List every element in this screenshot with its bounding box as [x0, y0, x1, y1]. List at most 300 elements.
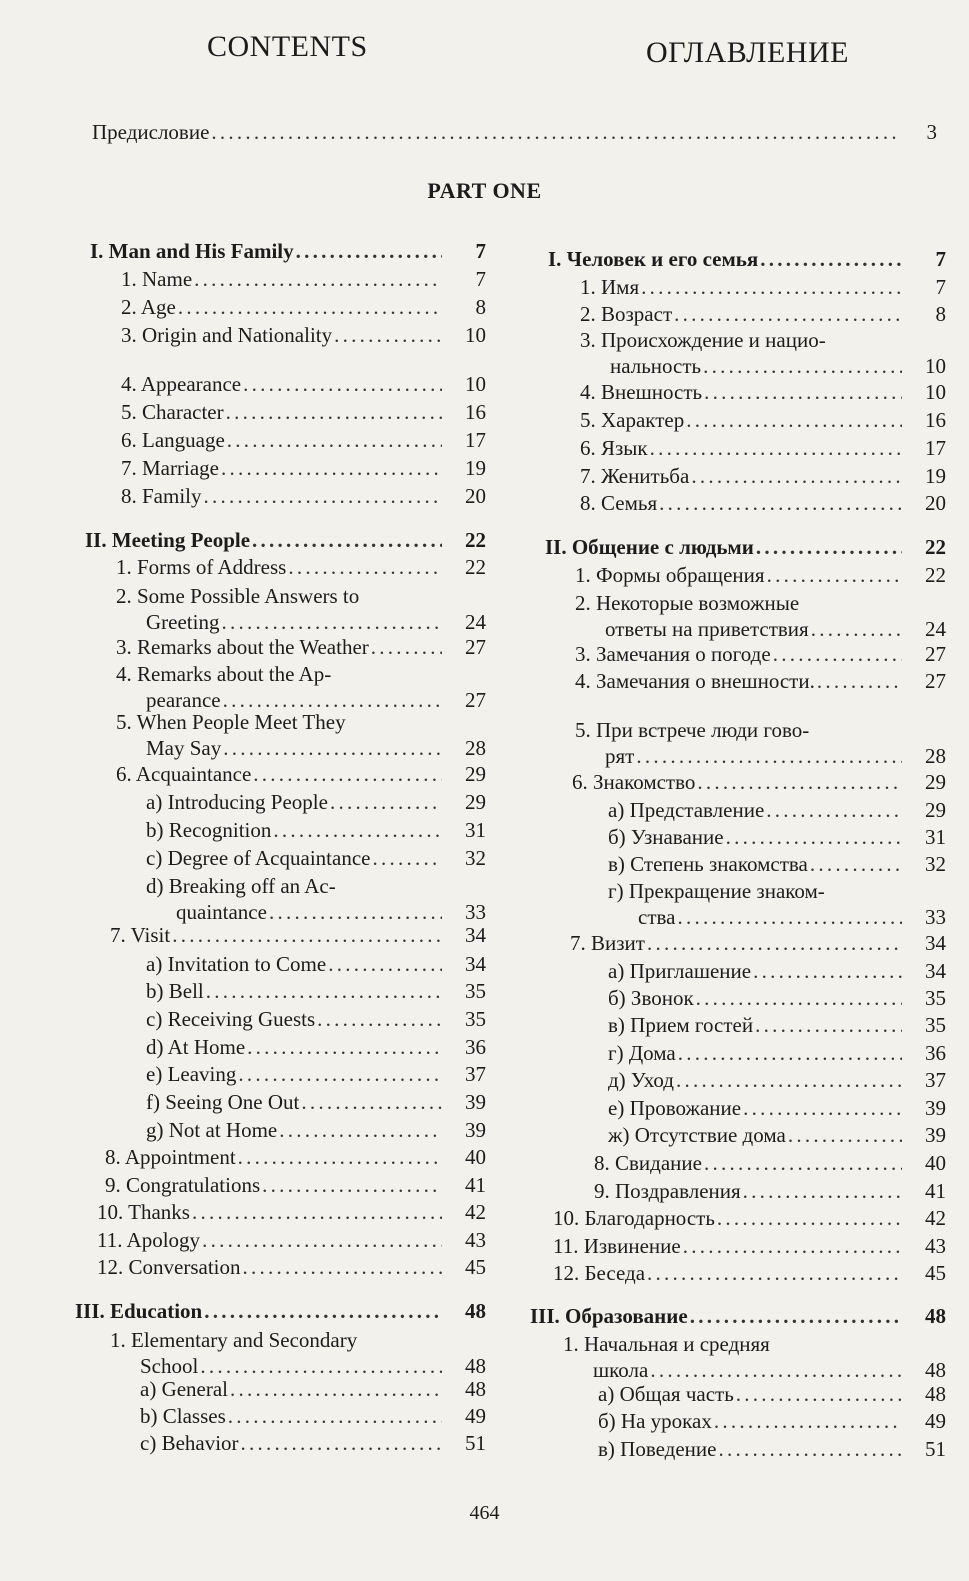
en-entry-text: 1. Forms of Address: [116, 555, 287, 579]
leader-dots: [330, 788, 442, 816]
ru-toc-entry: [580, 300, 946, 328]
ru-entry-text: 5. Характер: [580, 408, 685, 432]
ru-toc-entry: [608, 1121, 946, 1149]
en-entry-label: 4. Remarks about the Ap-: [116, 662, 332, 686]
ru-entry-page: 19: [925, 464, 946, 488]
ru-entry-text: 7. Женитьба: [580, 464, 690, 488]
en-toc-entry: [146, 1060, 486, 1088]
leader-dots: [228, 1402, 442, 1430]
en-entry-text: a) Invitation to Come: [146, 952, 327, 976]
en-entry-text: quaintance: [176, 900, 267, 924]
ru-entry-text: 8. Семья: [580, 491, 658, 515]
ru-entry-page: 10: [925, 354, 946, 378]
ru-toc-entry: [575, 561, 946, 589]
en-entry-page: 42: [465, 1200, 486, 1224]
en-entry-text: 11. Apology: [97, 1228, 201, 1252]
ru-toc-entry: [598, 1380, 946, 1408]
ru-entry-page: 39: [925, 1096, 946, 1120]
en-toc-entry: [110, 921, 486, 949]
en-entry-page: 49: [465, 1404, 486, 1428]
ru-toc-entry: [580, 378, 946, 406]
en-entry-text: d) At Home: [146, 1035, 246, 1059]
page-number: 464: [469, 1502, 500, 1524]
ru-entry-text: школа: [593, 1358, 649, 1382]
leader-dots: [253, 760, 442, 788]
en-toc-entry: [121, 293, 486, 321]
leader-dots: [328, 950, 442, 978]
en-entry-page: 20: [465, 484, 486, 508]
en-toc-entry: [116, 633, 486, 661]
ru-entry-text: 10. Благодарность: [553, 1206, 715, 1230]
preface-label: Предисловие: [92, 120, 210, 144]
en-entry-page: 43: [465, 1228, 486, 1252]
en-toc-entry: [146, 608, 486, 636]
en-toc-entry: [121, 321, 486, 349]
en-entry-text: e) Leaving: [146, 1062, 237, 1086]
en-entry-text: 6. Language: [121, 428, 225, 452]
en-entry-text: b) Recognition: [146, 818, 272, 842]
en-entry-page: 27: [465, 688, 486, 712]
leader-dots: [202, 1226, 442, 1254]
en-toc-entry: [146, 816, 486, 844]
leader-dots: [817, 667, 902, 695]
leader-dots: [230, 1375, 442, 1403]
leader-dots: [647, 929, 902, 957]
en-toc-entry: [85, 526, 486, 554]
leader-dots: [371, 633, 442, 661]
ru-entry-page: 49: [925, 1409, 946, 1433]
en-toc-entry: [146, 1033, 486, 1061]
en-entry-page: 8: [475, 295, 486, 319]
en-toc-entry: [105, 1143, 486, 1171]
en-entry-label: 5. When People Meet They: [116, 710, 346, 734]
ru-entry-page: 48: [925, 1382, 946, 1406]
ru-toc-entry: [553, 1259, 946, 1287]
ru-entry-text: 11. Извинение: [553, 1234, 681, 1258]
leader-dots: [697, 768, 902, 796]
en-entry-page: 10: [465, 372, 486, 396]
en-entry-text: 1. Name: [121, 267, 193, 291]
en-toc-entry: [121, 482, 486, 510]
en-entry-page: 48: [465, 1377, 486, 1401]
en-entry-text: May Say: [146, 736, 222, 760]
en-entry-text: c) Receiving Guests: [146, 1007, 316, 1031]
ru-toc-entry: [605, 615, 946, 643]
leader-dots: [704, 1149, 902, 1177]
ru-entry-text: 4. Внешность: [580, 380, 703, 404]
en-entry-page: 31: [465, 818, 486, 842]
ru-entry-text: 6. Знакомство: [572, 770, 696, 794]
leader-dots: [204, 482, 442, 510]
en-entry-text: a) General: [140, 1377, 229, 1401]
en-toc-entry: [121, 454, 486, 482]
leader-dots: [192, 1198, 442, 1226]
leader-dots: [301, 1088, 442, 1116]
leader-dots: [704, 378, 902, 406]
ru-entry-page: 29: [925, 798, 946, 822]
ru-entry-text: б) Узнавание: [608, 825, 724, 849]
leader-dots: [223, 734, 442, 762]
ru-entry-text: ж) Отсутствие дома: [608, 1123, 786, 1147]
ru-toc-entry: [594, 1149, 946, 1177]
leader-dots: [296, 237, 442, 265]
ru-toc-entry: [610, 352, 946, 380]
ru-entry-page: 27: [925, 669, 946, 693]
ru-entry-label: 1. Начальная и средняя: [563, 1332, 770, 1356]
ru-entry-page: 48: [925, 1304, 946, 1328]
ru-entry-page: 43: [925, 1234, 946, 1258]
leader-dots: [238, 1143, 442, 1171]
leader-dots: [726, 823, 902, 851]
ru-toc-entry: [580, 462, 946, 490]
ru-entry-page: 22: [925, 563, 946, 587]
ru-toc-entry: [608, 957, 946, 985]
leader-dots: [172, 921, 442, 949]
ru-entry-label: 2. Некоторые возможные: [575, 591, 800, 615]
ru-entry-page: 8: [935, 302, 946, 326]
ru-entry-page: 51: [925, 1437, 946, 1461]
en-entry-page: 40: [465, 1145, 486, 1169]
ru-toc-entry: [548, 245, 946, 273]
en-entry-label: 1. Elementary and Secondary: [110, 1328, 358, 1352]
en-toc-entry: [146, 950, 486, 978]
ru-entry-text: в) Степень знакомства: [608, 852, 808, 876]
en-entry-page: 28: [465, 736, 486, 760]
ru-toc-entry: [594, 1177, 946, 1205]
leader-dots: [678, 1039, 902, 1067]
leader-dots: [226, 398, 442, 426]
en-toc-entry: [146, 788, 486, 816]
en-toc-entry: [116, 760, 486, 788]
ru-entry-page: 10: [925, 380, 946, 404]
ru-entry-label: г) Прекращение знаком-: [608, 879, 825, 903]
ru-entry-page: 28: [925, 744, 946, 768]
preface-entry: [92, 118, 937, 146]
leader-dots: [221, 608, 442, 636]
ru-toc-entry: [638, 903, 946, 931]
ru-toc-entry: [545, 533, 946, 561]
en-entry-page: 19: [465, 456, 486, 480]
ru-entry-text: нальность: [610, 354, 702, 378]
ru-entry-text: ства: [638, 905, 676, 929]
ru-entry-label: 5. При встрече люди гово-: [575, 718, 810, 742]
ru-toc-entry: [608, 1039, 946, 1067]
ru-entry-page: 39: [925, 1123, 946, 1147]
ru-entry-page: 31: [925, 825, 946, 849]
oglavlenie-heading: ОГЛАВЛЕНИЕ: [646, 36, 849, 69]
ru-entry-text: 7. Визит: [570, 931, 645, 955]
en-entry-text: a) Introducing People: [146, 790, 328, 814]
ru-entry-page: 34: [925, 931, 946, 955]
leader-dots: [690, 1302, 902, 1330]
ru-toc-entry: [605, 742, 946, 770]
en-entry-page: 34: [465, 952, 486, 976]
preface-page: 3: [926, 120, 937, 144]
ru-entry-page: 34: [925, 959, 946, 983]
ru-entry-text: 6. Язык: [580, 436, 648, 460]
leader-dots: [204, 1297, 442, 1325]
ru-entry-text: 9. Поздравления: [594, 1179, 741, 1203]
en-entry-text: f) Seeing One Out: [146, 1090, 300, 1114]
ru-entry-text: рят: [605, 744, 635, 768]
leader-dots: [755, 1011, 902, 1039]
ru-toc-entry: [608, 1011, 946, 1039]
en-entry-text: School: [140, 1354, 199, 1378]
leader-dots: [696, 984, 902, 1012]
leader-dots: [221, 454, 442, 482]
leader-dots: [686, 406, 902, 434]
leader-dots: [718, 1435, 902, 1463]
leader-dots: [206, 977, 442, 1005]
en-toc-entry: [140, 1375, 486, 1403]
en-toc-entry: [121, 370, 486, 398]
leader-dots: [773, 640, 902, 668]
ru-entry-text: в) Поведение: [598, 1437, 717, 1461]
leader-dots: [756, 533, 902, 561]
contents-heading: CONTENTS: [207, 30, 368, 63]
en-entry-text: I. Man and His Family: [90, 239, 294, 263]
ru-entry-page: 35: [925, 1013, 946, 1037]
ru-entry-text: а) Представление: [608, 798, 765, 822]
leader-dots: [288, 553, 442, 581]
en-entry-page: 22: [465, 555, 486, 579]
ru-toc-entry: [598, 1407, 946, 1435]
leader-dots: [753, 957, 902, 985]
leader-dots: [334, 321, 442, 349]
en-toc-entry: [146, 1088, 486, 1116]
en-entry-text: 3. Remarks about the Weather: [116, 635, 369, 659]
en-entry-text: c) Behavior: [140, 1431, 239, 1455]
en-entry-text: 7. Marriage: [121, 456, 219, 480]
ru-toc-entry: [575, 640, 946, 668]
leader-dots: [717, 1204, 902, 1232]
en-entry-page: 35: [465, 979, 486, 1003]
ru-entry-text: ответы на приветствия: [605, 617, 809, 641]
ru-toc-entry: [553, 1204, 946, 1232]
en-entry-page: 34: [465, 923, 486, 947]
ru-entry-text: 1. Формы обращения: [575, 563, 765, 587]
leader-dots: [703, 352, 902, 380]
ru-entry-page: 7: [935, 247, 946, 271]
en-entry-page: 17: [465, 428, 486, 452]
leader-dots: [372, 844, 442, 872]
ru-entry-text: 12. Беседа: [553, 1261, 646, 1285]
en-entry-page: 48: [465, 1354, 486, 1378]
leader-dots: [178, 293, 442, 321]
en-toc-entry: [146, 844, 486, 872]
ru-toc-entry: [608, 1094, 946, 1122]
en-entry-text: 8. Appointment: [105, 1145, 236, 1169]
ru-entry-text: 4. Замечания о внешности.: [575, 669, 815, 693]
leader-dots: [247, 1033, 442, 1061]
ru-entry-page: 48: [925, 1358, 946, 1382]
en-entry-page: 41: [465, 1173, 486, 1197]
en-entry-page: 45: [465, 1255, 486, 1279]
ru-toc-entry: [598, 1435, 946, 1463]
ru-entry-text: г) Дома: [608, 1041, 676, 1065]
ru-entry-page: 32: [925, 852, 946, 876]
ru-entry-page: 36: [925, 1041, 946, 1065]
leader-dots: [691, 462, 902, 490]
ru-entry-text: д) Уход: [608, 1068, 674, 1092]
leader-dots: [647, 1259, 902, 1287]
en-entry-page: 33: [465, 900, 486, 924]
ru-entry-text: б) Звонок: [608, 986, 694, 1010]
leader-dots: [743, 1094, 902, 1122]
en-entry-text: 5. Character: [121, 400, 224, 424]
leader-dots: [243, 370, 442, 398]
en-entry-text: c) Degree of Acquaintance: [146, 846, 371, 870]
en-entry-page: 10: [465, 323, 486, 347]
ru-toc-entry: [580, 434, 946, 462]
ru-entry-page: 7: [935, 275, 946, 299]
en-toc-entry: [97, 1253, 486, 1281]
en-toc-entry: [116, 553, 486, 581]
en-entry-page: 48: [465, 1299, 486, 1323]
leader-dots: [279, 1116, 442, 1144]
ru-entry-text: 1. Имя: [580, 275, 640, 299]
en-entry-text: III. Education: [75, 1299, 203, 1323]
ru-entry-text: а) Приглашение: [608, 959, 752, 983]
ru-toc-entry: [608, 984, 946, 1012]
ru-toc-entry: [608, 796, 946, 824]
leader-dots: [194, 265, 442, 293]
leader-dots: [242, 1253, 442, 1281]
en-entry-page: 29: [465, 790, 486, 814]
en-entry-label: d) Breaking off an Ac-: [146, 874, 336, 898]
ru-toc-entry: [580, 273, 946, 301]
en-entry-page: 7: [475, 267, 486, 291]
leader-dots: [252, 526, 442, 554]
en-entry-text: 8. Family: [121, 484, 202, 508]
en-toc-entry: [105, 1171, 486, 1199]
leader-dots: [641, 273, 902, 301]
en-entry-label: 2. Some Possible Answers to: [116, 584, 360, 608]
ru-entry-page: 33: [925, 905, 946, 929]
en-entry-text: Greeting: [146, 610, 220, 634]
ru-entry-page: 20: [925, 491, 946, 515]
en-entry-page: 51: [465, 1431, 486, 1455]
ru-toc-entry: [572, 768, 946, 796]
leader-dots: [227, 426, 442, 454]
en-toc-entry: [121, 426, 486, 454]
leader-dots: [241, 1429, 442, 1457]
leader-dots: [238, 1060, 442, 1088]
ru-entry-text: 2. Возраст: [580, 302, 673, 326]
ru-toc-entry: [608, 823, 946, 851]
ru-entry-text: в) Прием гостей: [608, 1013, 754, 1037]
en-entry-page: 27: [465, 635, 486, 659]
ru-entry-text: II. Общение с людьми: [545, 535, 754, 559]
leader-dots: [650, 434, 902, 462]
en-entry-page: 32: [465, 846, 486, 870]
leader-dots: [659, 489, 902, 517]
en-entry-text: b) Bell: [146, 979, 204, 1003]
leader-dots: [811, 615, 902, 643]
ru-entry-page: 42: [925, 1206, 946, 1230]
leader-dots: [743, 1177, 902, 1205]
en-toc-entry: [121, 398, 486, 426]
en-entry-page: 29: [465, 762, 486, 786]
en-entry-text: 3. Origin and Nationality: [121, 323, 333, 347]
en-entry-text: b) Classes: [140, 1404, 226, 1428]
part-heading: PART ONE: [427, 178, 542, 203]
leader-dots: [636, 742, 902, 770]
ru-toc-entry: [580, 406, 946, 434]
ru-entry-text: б) На уроках: [598, 1409, 712, 1433]
ru-toc-entry: [580, 489, 946, 517]
leader-dots: [273, 816, 442, 844]
en-entry-page: 16: [465, 400, 486, 424]
en-entry-text: 2. Age: [121, 295, 176, 319]
leader-dots: [736, 1380, 902, 1408]
en-toc-entry: [90, 237, 486, 265]
en-entry-text: 6. Acquaintance: [116, 762, 252, 786]
en-toc-entry: [146, 1116, 486, 1144]
ru-entry-text: III. Образование: [530, 1304, 688, 1328]
ru-toc-entry: [608, 1066, 946, 1094]
ru-entry-page: 17: [925, 436, 946, 460]
en-entry-page: 22: [465, 528, 486, 552]
leader-dots: [766, 796, 902, 824]
en-entry-text: pearance: [146, 688, 221, 712]
ru-entry-page: 27: [925, 642, 946, 666]
ru-entry-text: I. Человек и его семья: [548, 247, 759, 271]
en-entry-page: 39: [465, 1090, 486, 1114]
ru-toc-entry: [575, 667, 946, 695]
ru-entry-label: 3. Происхождение и нацио-: [580, 328, 826, 352]
ru-entry-page: 16: [925, 408, 946, 432]
en-toc-entry: [146, 1005, 486, 1033]
leader-dots: [683, 1232, 902, 1260]
leader-dots: [788, 1121, 902, 1149]
ru-entry-page: 29: [925, 770, 946, 794]
ru-entry-text: 3. Замечания о погоде: [575, 642, 771, 666]
leader-dots: [211, 118, 898, 146]
ru-entry-page: 40: [925, 1151, 946, 1175]
en-toc-entry: [75, 1297, 486, 1325]
leader-dots: [714, 1407, 902, 1435]
en-toc-entry: [140, 1402, 486, 1430]
en-entry-text: g) Not at Home: [146, 1118, 278, 1142]
en-toc-entry: [140, 1429, 486, 1457]
ru-entry-page: 41: [925, 1179, 946, 1203]
en-entry-text: 10. Thanks: [97, 1200, 190, 1224]
ru-entry-text: а) Общая часть: [598, 1382, 734, 1406]
en-entry-text: 9. Congratulations: [105, 1173, 261, 1197]
en-entry-page: 35: [465, 1007, 486, 1031]
en-toc-entry: [146, 977, 486, 1005]
en-entry-page: 39: [465, 1118, 486, 1142]
leader-dots: [760, 245, 902, 273]
ru-entry-text: е) Провожание: [608, 1096, 742, 1120]
leader-dots: [810, 850, 902, 878]
en-toc-entry: [121, 265, 486, 293]
leader-dots: [674, 300, 902, 328]
leader-dots: [677, 903, 902, 931]
leader-dots: [317, 1005, 442, 1033]
en-entry-page: 36: [465, 1035, 486, 1059]
ru-toc-entry: [530, 1302, 946, 1330]
ru-toc-entry: [608, 850, 946, 878]
en-toc-entry: [146, 734, 486, 762]
ru-entry-text: 8. Свидание: [594, 1151, 702, 1175]
leader-dots: [767, 561, 902, 589]
ru-toc-entry: [570, 929, 946, 957]
ru-toc-entry: [553, 1232, 946, 1260]
ru-entry-page: 35: [925, 986, 946, 1010]
ru-entry-page: 37: [925, 1068, 946, 1092]
